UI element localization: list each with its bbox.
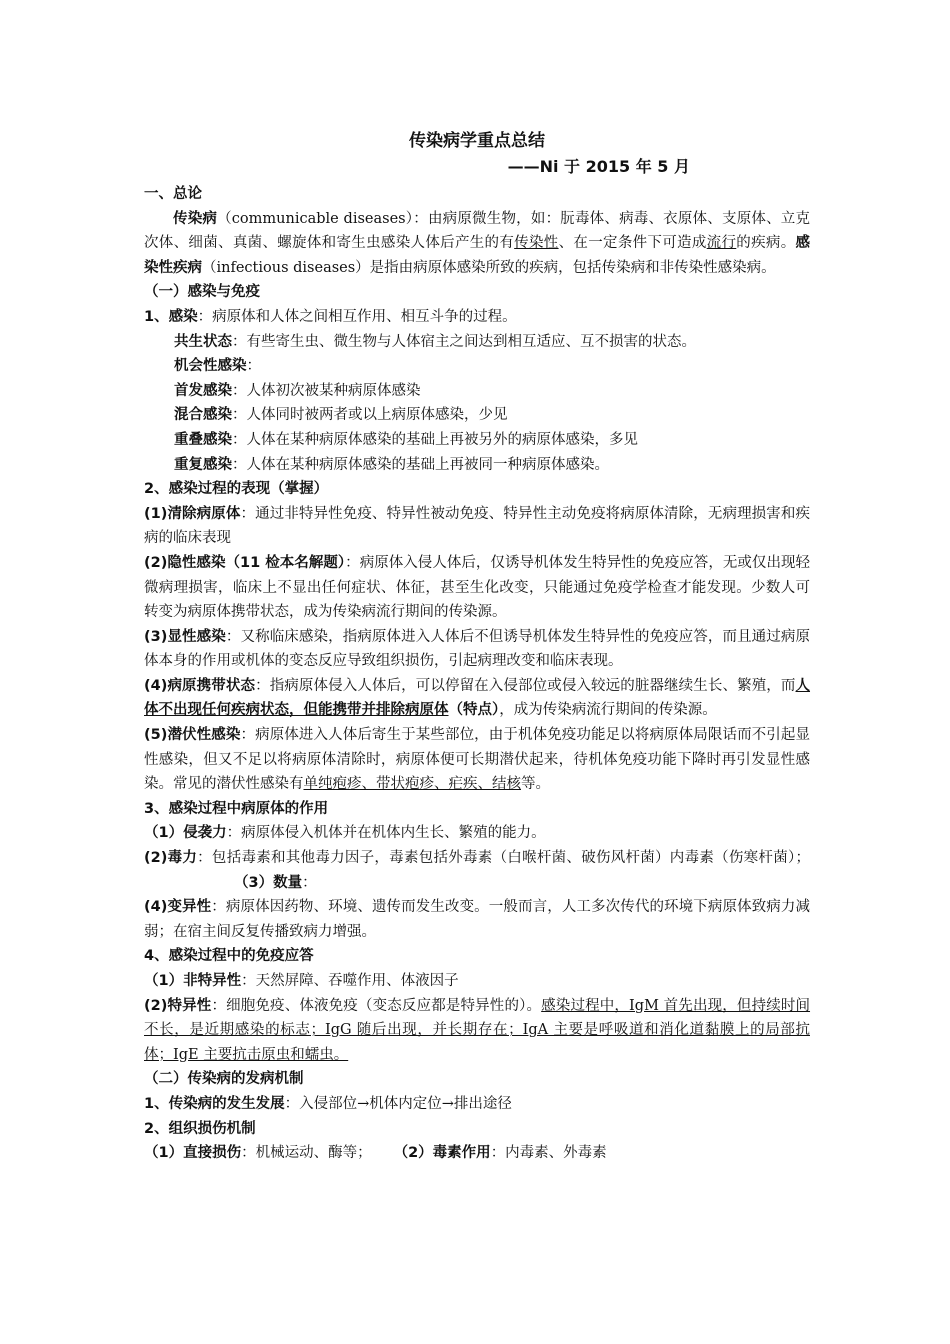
- item-term: 病原携带状态: [167, 677, 256, 694]
- immune-paragraph: [144, 994, 810, 1068]
- immune-paragraph: [144, 969, 810, 994]
- definition-term: 共生状态: [174, 333, 232, 350]
- item-term: 显性感染: [167, 628, 226, 645]
- underlined-text: 传染性: [514, 235, 559, 252]
- text: ，成为传染病流行期间的传染源。: [499, 702, 717, 719]
- definition-term: 重叠感染: [174, 431, 232, 448]
- document-page: [144, 128, 810, 1166]
- definition-text: ：: [246, 358, 261, 375]
- text: ：入侵部位→机体内定位→排出途径: [284, 1095, 512, 1112]
- item-heading: 2、感染过程的表现（掌握）: [144, 481, 329, 498]
- item-infection: [144, 305, 810, 330]
- manifestation-paragraph: [144, 502, 810, 551]
- item-term: 潜伏性感染: [167, 727, 241, 744]
- damage-mechanism-row: [144, 1141, 810, 1166]
- underlined-key-point: 人体不出现任何疾病状态，但能携带并排除病原体: [144, 677, 811, 719]
- item-term: 隐性感染（11 检本名解题）: [167, 554, 346, 571]
- subsection-heading: （一）感染与免疫: [144, 284, 260, 301]
- term-communicable: 传染病: [173, 210, 218, 227]
- item-term: （1）侵袭力: [144, 825, 227, 842]
- pathogen-paragraph: [144, 846, 810, 895]
- definition-row: [144, 330, 810, 355]
- item-term: 清除病原体: [167, 505, 241, 522]
- definition-text: ：人体在某种病原体感染的基础上再被另外的病原体感染，多见: [232, 431, 638, 448]
- pathogenesis-item: [144, 1092, 810, 1117]
- item-label: 1、感染: [144, 308, 198, 325]
- underlined-text: 单纯疱疹、带状疱疹、疟疾、结核: [303, 776, 521, 793]
- text: ：病原体侵入机体并在机体内生长、繁殖的能力。: [226, 825, 546, 842]
- intro-paragraph: [144, 207, 810, 281]
- text: 的疾病。: [736, 235, 796, 252]
- text: ：病原体因药物、环境、遗传而发生改变。一般而言，人工多次传代的环境下病原体致病力减弱；在宿主间反复传播致病力增强。: [144, 899, 811, 940]
- subsection-heading: （二）传染病的发病机制: [144, 1071, 304, 1088]
- text: ：指病原体侵入人体后，可以停留在入侵部位或侵入较远的脏器继续生长、繁殖，而: [255, 677, 796, 694]
- item-term: （3）数量: [234, 874, 303, 891]
- definition-text: ：人体在某种病原体感染的基础上再被同一种病原体感染。: [232, 456, 609, 473]
- text: ：机械运动、酶等；: [241, 1145, 372, 1162]
- text: ：病原体入侵人体后，仅诱导机体发生特异性的免疫应答，无或仅出现轻微病理损害，临床上不显出任何症状、体征，甚至生化改变，只能通过免疫学检查才能发现。少数人可转变为病原体携带状态，成为传染病流行期间的传染源。: [144, 554, 810, 621]
- definition-row: [144, 379, 810, 404]
- document-subtitle: ——Ni 于 2015 年 5 月: [507, 157, 690, 176]
- item-term: (4)变异性: [144, 899, 212, 916]
- item-term: (2)特异性: [144, 997, 212, 1014]
- item-number: (3): [144, 628, 168, 645]
- text: ：内毒素、外毒素: [490, 1145, 607, 1162]
- underlined-text: 感染过程中，IgM 首先出现，但持续时间不长，是近期感染的标志；IgG 随后出现，并长期存在；IgA 主要是呼吸道和消化道黏膜上的局部抗体；IgE 主要抗击原虫和蠕虫。: [144, 997, 811, 1063]
- item-term: （1）直接损伤: [144, 1145, 242, 1162]
- text: ：细胞免疫、体液免疫（变态反应都是特异性的）。: [211, 997, 542, 1014]
- manifestation-paragraph: [144, 625, 810, 674]
- document-title: 传染病学重点总结: [409, 131, 545, 151]
- manifestation-paragraph: [144, 674, 810, 723]
- text: ：: [302, 874, 317, 891]
- item-heading: 4、感染过程中的免疫应答: [144, 948, 314, 965]
- text: （communicable diseases）：由病原微生物，如：朊毒体、病毒、衣原体、支原体、立克次体、细菌、真菌、螺旋体和寄生虫感染人体后产生的有: [144, 210, 810, 252]
- pathogen-paragraph: [144, 821, 810, 846]
- manifestation-paragraph: [144, 551, 810, 625]
- section-heading: 一、总论: [144, 186, 202, 202]
- item-label: 1、传染病的发生发展: [144, 1095, 285, 1112]
- text: （infectious diseases）是指由病原体感染所致的疾病，包括传染病和非传染性感染病。: [202, 259, 776, 276]
- definition-term: 混合感染: [174, 407, 232, 424]
- text: 、在一定条件下可造成: [558, 235, 707, 252]
- text: 等。: [521, 776, 550, 793]
- text: ：又称临床感染，指病原体进入人体后不但诱导机体发生特异性的免疫应答，而且通过病原体本身的作用或机体的变态反应导致组织损伤，引起病理改变和临床表现。: [144, 628, 810, 670]
- definition-row: [144, 428, 810, 453]
- item-term: (2)毒力: [144, 850, 198, 867]
- definition-term: 重复感染: [174, 456, 232, 473]
- definition-row: [144, 354, 810, 379]
- underlined-text: 流行: [706, 235, 737, 252]
- definition-text: ：有些寄生虫、微生物与人体宿主之间达到相互适应、互不损害的状态。: [232, 333, 696, 350]
- item-term: （1）非特异性: [144, 973, 242, 989]
- text: ：病原体进入人体后寄生于某些部位，由于机体免疫功能足以将病原体局限话而不引起显性感染，但又不足以将病原体清除时，病原体便可长期潜伏起来，待机体免疫功能下降时再引发显性感染。常见的潜伏性感染有: [144, 727, 811, 793]
- item-number: (2): [144, 554, 168, 571]
- item-heading: 3、感染过程中病原体的作用: [144, 800, 329, 817]
- definition-row: [144, 403, 810, 428]
- item-heading: 2、组织损伤机制: [144, 1120, 256, 1137]
- definition-text: ：人体同时被两者或以上病原体感染，少见: [232, 407, 508, 424]
- item-number: (5): [144, 727, 168, 744]
- bold-note: （特点）: [448, 702, 500, 719]
- definition-term: 首发感染: [174, 382, 232, 399]
- manifestation-paragraph: [144, 723, 810, 797]
- text: ：通过非特异性免疫、特异性被动免疫、特异性主动免疫将病原体清除，无病理损害和疾病的临床表现: [144, 505, 811, 547]
- definition-term: 机会性感染: [174, 358, 247, 375]
- item-number: (1): [144, 505, 168, 522]
- text: ：病原体和人体之间相互作用、相互斗争的过程。: [197, 308, 517, 325]
- definition-row: [144, 453, 810, 478]
- item-term: （2）毒素作用: [393, 1145, 491, 1162]
- pathogen-paragraph: [144, 895, 810, 944]
- definition-text: ：人体初次被某种病原体感染: [232, 382, 421, 399]
- text: ：天然屏障、吞噬作用、体液因子: [241, 973, 459, 989]
- text: ：包括毒素和其他毒力因子，毒素包括外毒素（白喉杆菌、破伤风杆菌）内毒素（伤寒杆菌）；: [197, 850, 810, 867]
- item-number: (4): [144, 677, 168, 694]
- term-infectious: 感染性疾病: [144, 235, 811, 276]
